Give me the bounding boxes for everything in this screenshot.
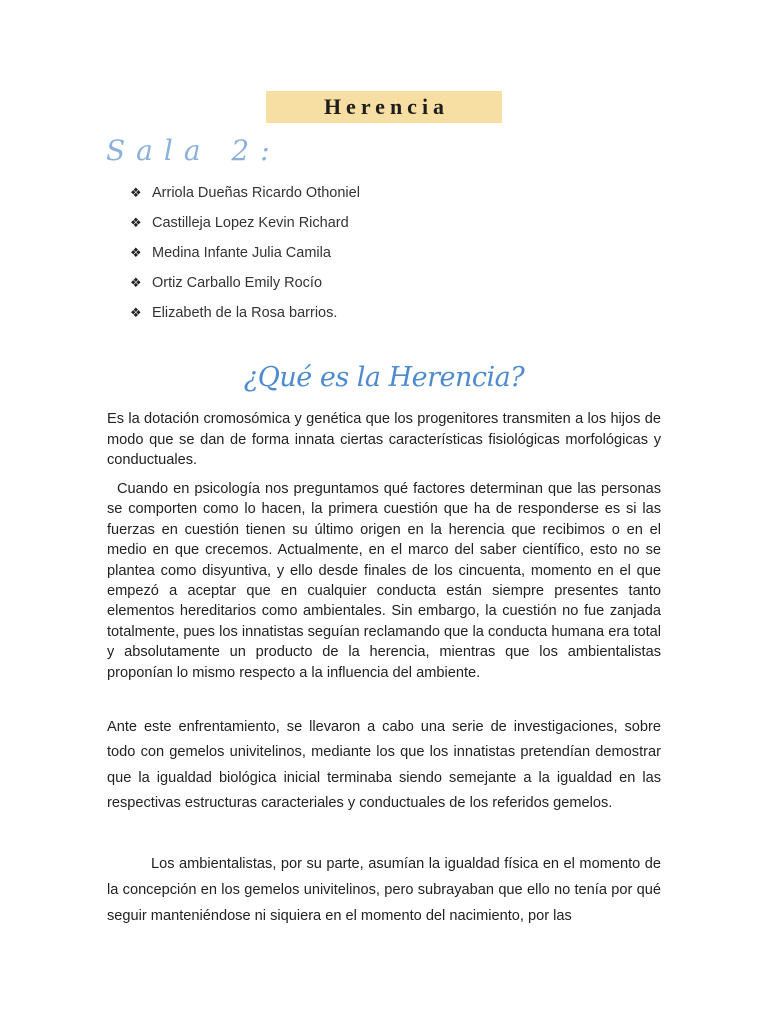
diamond-bullet-icon: ❖ [130,305,142,320]
section-subtitle: Sala 2: [106,134,281,167]
document-title: Herencia [323,94,450,119]
diamond-bullet-icon: ❖ [130,245,142,260]
list-item [130,208,360,238]
member-name: Elizabeth de la Rosa barrios. [152,305,338,321]
section-heading: ¿Qué es la Herencia? [243,362,525,393]
list-item [130,178,360,208]
paragraph-definition: Es la dotación cromosómica y genética que los progenitores transmiten a los hijos de modo que se dan de forma innata ciertas características fisiológicas morfológicas y conductuales. [107,411,661,468]
diamond-bullet-icon: ❖ [130,215,142,230]
paragraph-psychology: Cuando en psicología nos preguntamos qué factores determinan que las personas se comporten como lo hacen, la primera cuestión que ha de responderse es si las fuerzas en cuestión tienen su último origen en la herencia que recibimos o en el medio en que crecemos. Actualmente, en el marco del saber científico, esto no se plantea como disyuntiva, y ello desde finales de los cincuenta, momento en el que empezó a aceptar que en cualquier conducta están siempre presentes tanto elementos hereditarios como ambientales. Sin embargo, la cuestión no fue zanjada totalmente, pues los innatistas seguían reclamando que la conducta humana era total y absolutamente un producto de la herencia, mientras que los ambientalistas proponían lo mismo respecto a la influencia del ambiente. [107,481,661,681]
member-name: Arriola Dueñas Ricardo Othoniel [152,185,360,201]
list-item [130,238,360,268]
diamond-bullet-icon: ❖ [130,185,142,200]
diamond-bullet-icon: ❖ [130,275,142,290]
list-item [130,268,360,298]
member-name: Castilleja Lopez Kevin Richard [152,215,349,231]
paragraph-environmentalists: Los ambientalistas, por su parte, asumían la igualdad física en el momento de la concepción en los gemelos univitelinos, pero subrayaban que ello no tenía por qué seguir manteniéndose ni siquiera en el momento del nacimiento, por las [107,856,661,924]
paragraph-twins-research: Ante este enfrentamiento, se llevaron a cabo una serie de investigaciones, sobre todo con gemelos univitelinos, mediante los que los innatistas pretendían demostrar que la igualdad biológica inicial terminaba siendo semejante a la igualdad en las respectivas estructuras caracteriales y conductuales de los referidos gemelos. [107,719,661,811]
member-list [130,178,360,328]
title-band [266,91,502,123]
member-name: Medina Infante Julia Camila [152,245,331,261]
list-item [130,298,360,328]
member-name: Ortiz Carballo Emily Rocío [152,275,323,291]
